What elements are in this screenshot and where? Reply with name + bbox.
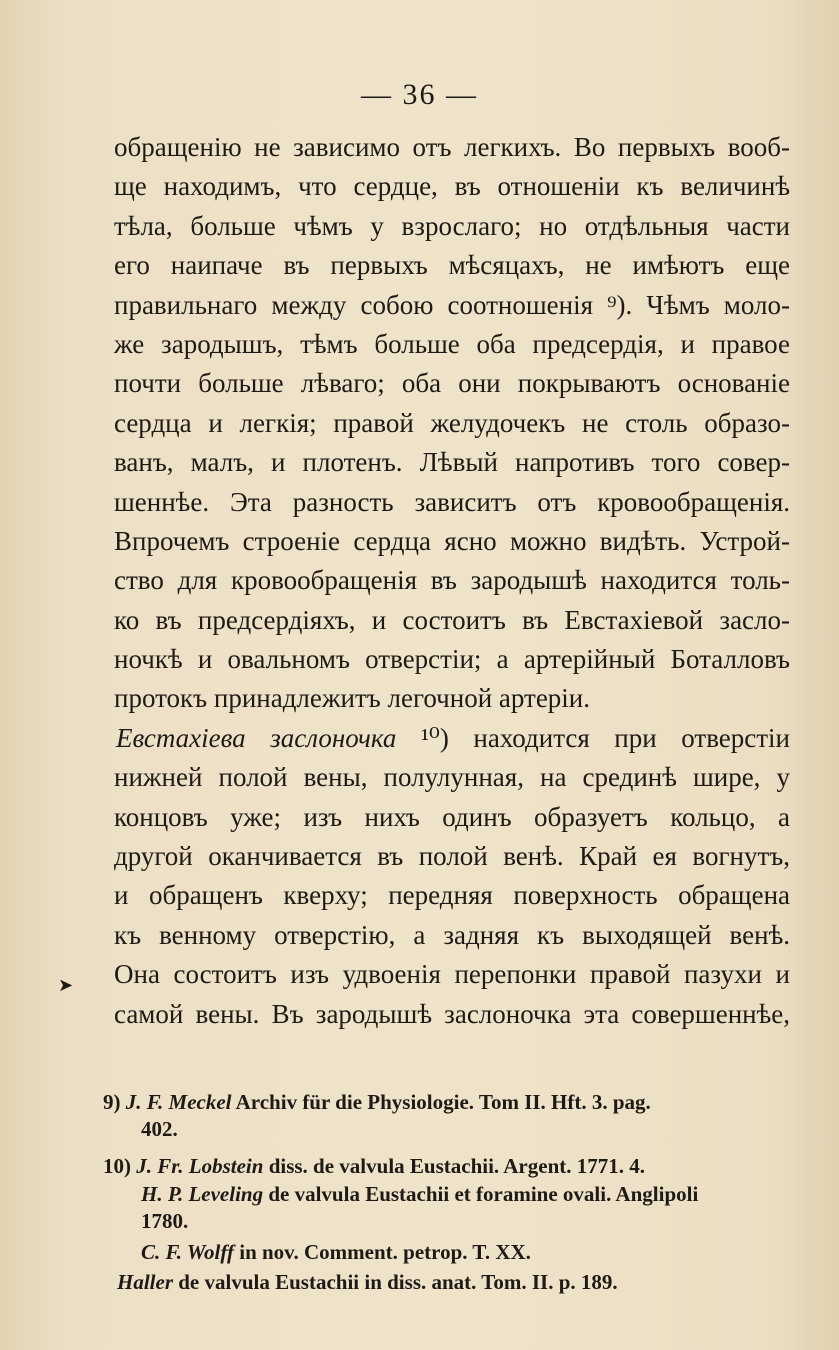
footnote-text: 1780. — [141, 1209, 189, 1233]
body-line-4: его наипаче въ первыхъ мѣсяцахъ, не имѣютъ еще — [114, 250, 790, 281]
footnote-text: de valvula Eustachii in diss. anat. Tom. II. p. 189. — [178, 1270, 618, 1294]
section-lead-phrase: Евстахіева заслоночка — [116, 722, 397, 753]
body-line-17: нижней полой вены, полулунная, на срединѣ шире, у — [114, 762, 790, 793]
footnote-author: Haller — [117, 1270, 173, 1294]
footnote-10-leveling — [141, 1182, 698, 1207]
body-line-14: ночкѣ и овальномъ отверстіи; а артерійный Боталловъ — [114, 644, 790, 675]
footnote-10-leveling-year — [141, 1209, 188, 1234]
body-line-11: Впрочемъ строеніе сердца ясно можно видѣть. Устрой- — [114, 525, 790, 556]
body-line-5: правильнаго между собою соотношенія ⁹). Чѣмъ моло- — [114, 289, 790, 320]
footnote-author: J. Fr. Lobstein — [136, 1154, 264, 1178]
body-line-2: ще находимъ, что сердце, въ отношеніи къ величинѣ — [114, 171, 790, 202]
body-line-7: почти больше лѣваго; оба они покрываютъ основаніе — [114, 368, 790, 399]
page-number: — 36 — — [361, 78, 478, 111]
footnote-author: H. P. Leveling — [141, 1182, 264, 1206]
footnote-10 — [103, 1154, 645, 1179]
footnote-text: diss. de valvula Eustachii. Argent. 1771. 4. — [268, 1154, 646, 1178]
body-line-18: концовъ уже; изъ нихъ одинъ образуетъ кольцо, а — [114, 801, 790, 832]
body-line-9: ванъ, малъ, и плотенъ. Лѣвый напротивъ того совер- — [114, 447, 790, 478]
body-line-12: ство для кровообращенія въ зародышѣ находится толь- — [114, 565, 790, 596]
body-line-16: Евстахіева заслоночка ¹⁰) находится при отверстіи — [116, 722, 791, 753]
footnote-9 — [103, 1090, 651, 1115]
body-line-23: самой вены. Въ зародышѣ заслоночка эта совершеннѣе, — [114, 998, 790, 1029]
body-line-21: къ венному отверстію, а задняя къ выходящей венѣ. — [114, 919, 790, 950]
footnote-text: de valvula Eustachii et foramine ovali. Anglipoli — [268, 1182, 699, 1206]
body-line-22: Она состоитъ изъ удвоенія перепонки правой пазухи и — [114, 959, 790, 990]
footnote-mark: 10) — [103, 1154, 131, 1178]
body-line-3: тѣла, больше чѣмъ у взрослаго; но отдѣльныя части — [114, 210, 790, 241]
body-line-6: же зародышъ, тѣмъ больше оба предсердія, и правое — [114, 328, 790, 359]
margin-mark: ➤ — [58, 975, 74, 996]
footnote-author: C. F. Wolff — [141, 1240, 234, 1264]
footnote-text: Archiv für die Physiologie. Tom II. Hft. 3. pag. — [235, 1090, 651, 1114]
footnote-10-wolff — [141, 1240, 531, 1265]
body-text — [114, 128, 790, 1034]
footnote-10-haller — [117, 1270, 618, 1295]
body-line-13: ко въ предсердіяхъ, и состоитъ въ Евстахіевой засло- — [114, 604, 790, 635]
footnote-text: 402. — [141, 1117, 178, 1141]
footnote-9-continued — [141, 1117, 178, 1142]
footnote-mark: 9) — [103, 1090, 121, 1114]
body-line-8: сердца и легкія; правой желудочекъ не столь образо- — [114, 407, 790, 438]
body-line-19: другой оканчивается въ полой венѣ. Край ея вогнутъ, — [114, 841, 790, 872]
body-line-1: обращенію не зависимо отъ легкихъ. Во первыхъ вооб- — [114, 132, 790, 162]
footnote-author: J. F. Meckel — [125, 1090, 232, 1114]
footnote-text: in nov. Comment. petrop. T. XX. — [239, 1240, 531, 1264]
body-line-15: протокъ принадлежитъ легочной артеріи. — [114, 683, 591, 714]
body-line-10: шеннѣе. Эта разность зависитъ отъ кровообращенія. — [114, 486, 790, 517]
body-line-20: и обращенъ кверху; передняя поверхность обращена — [114, 880, 790, 911]
